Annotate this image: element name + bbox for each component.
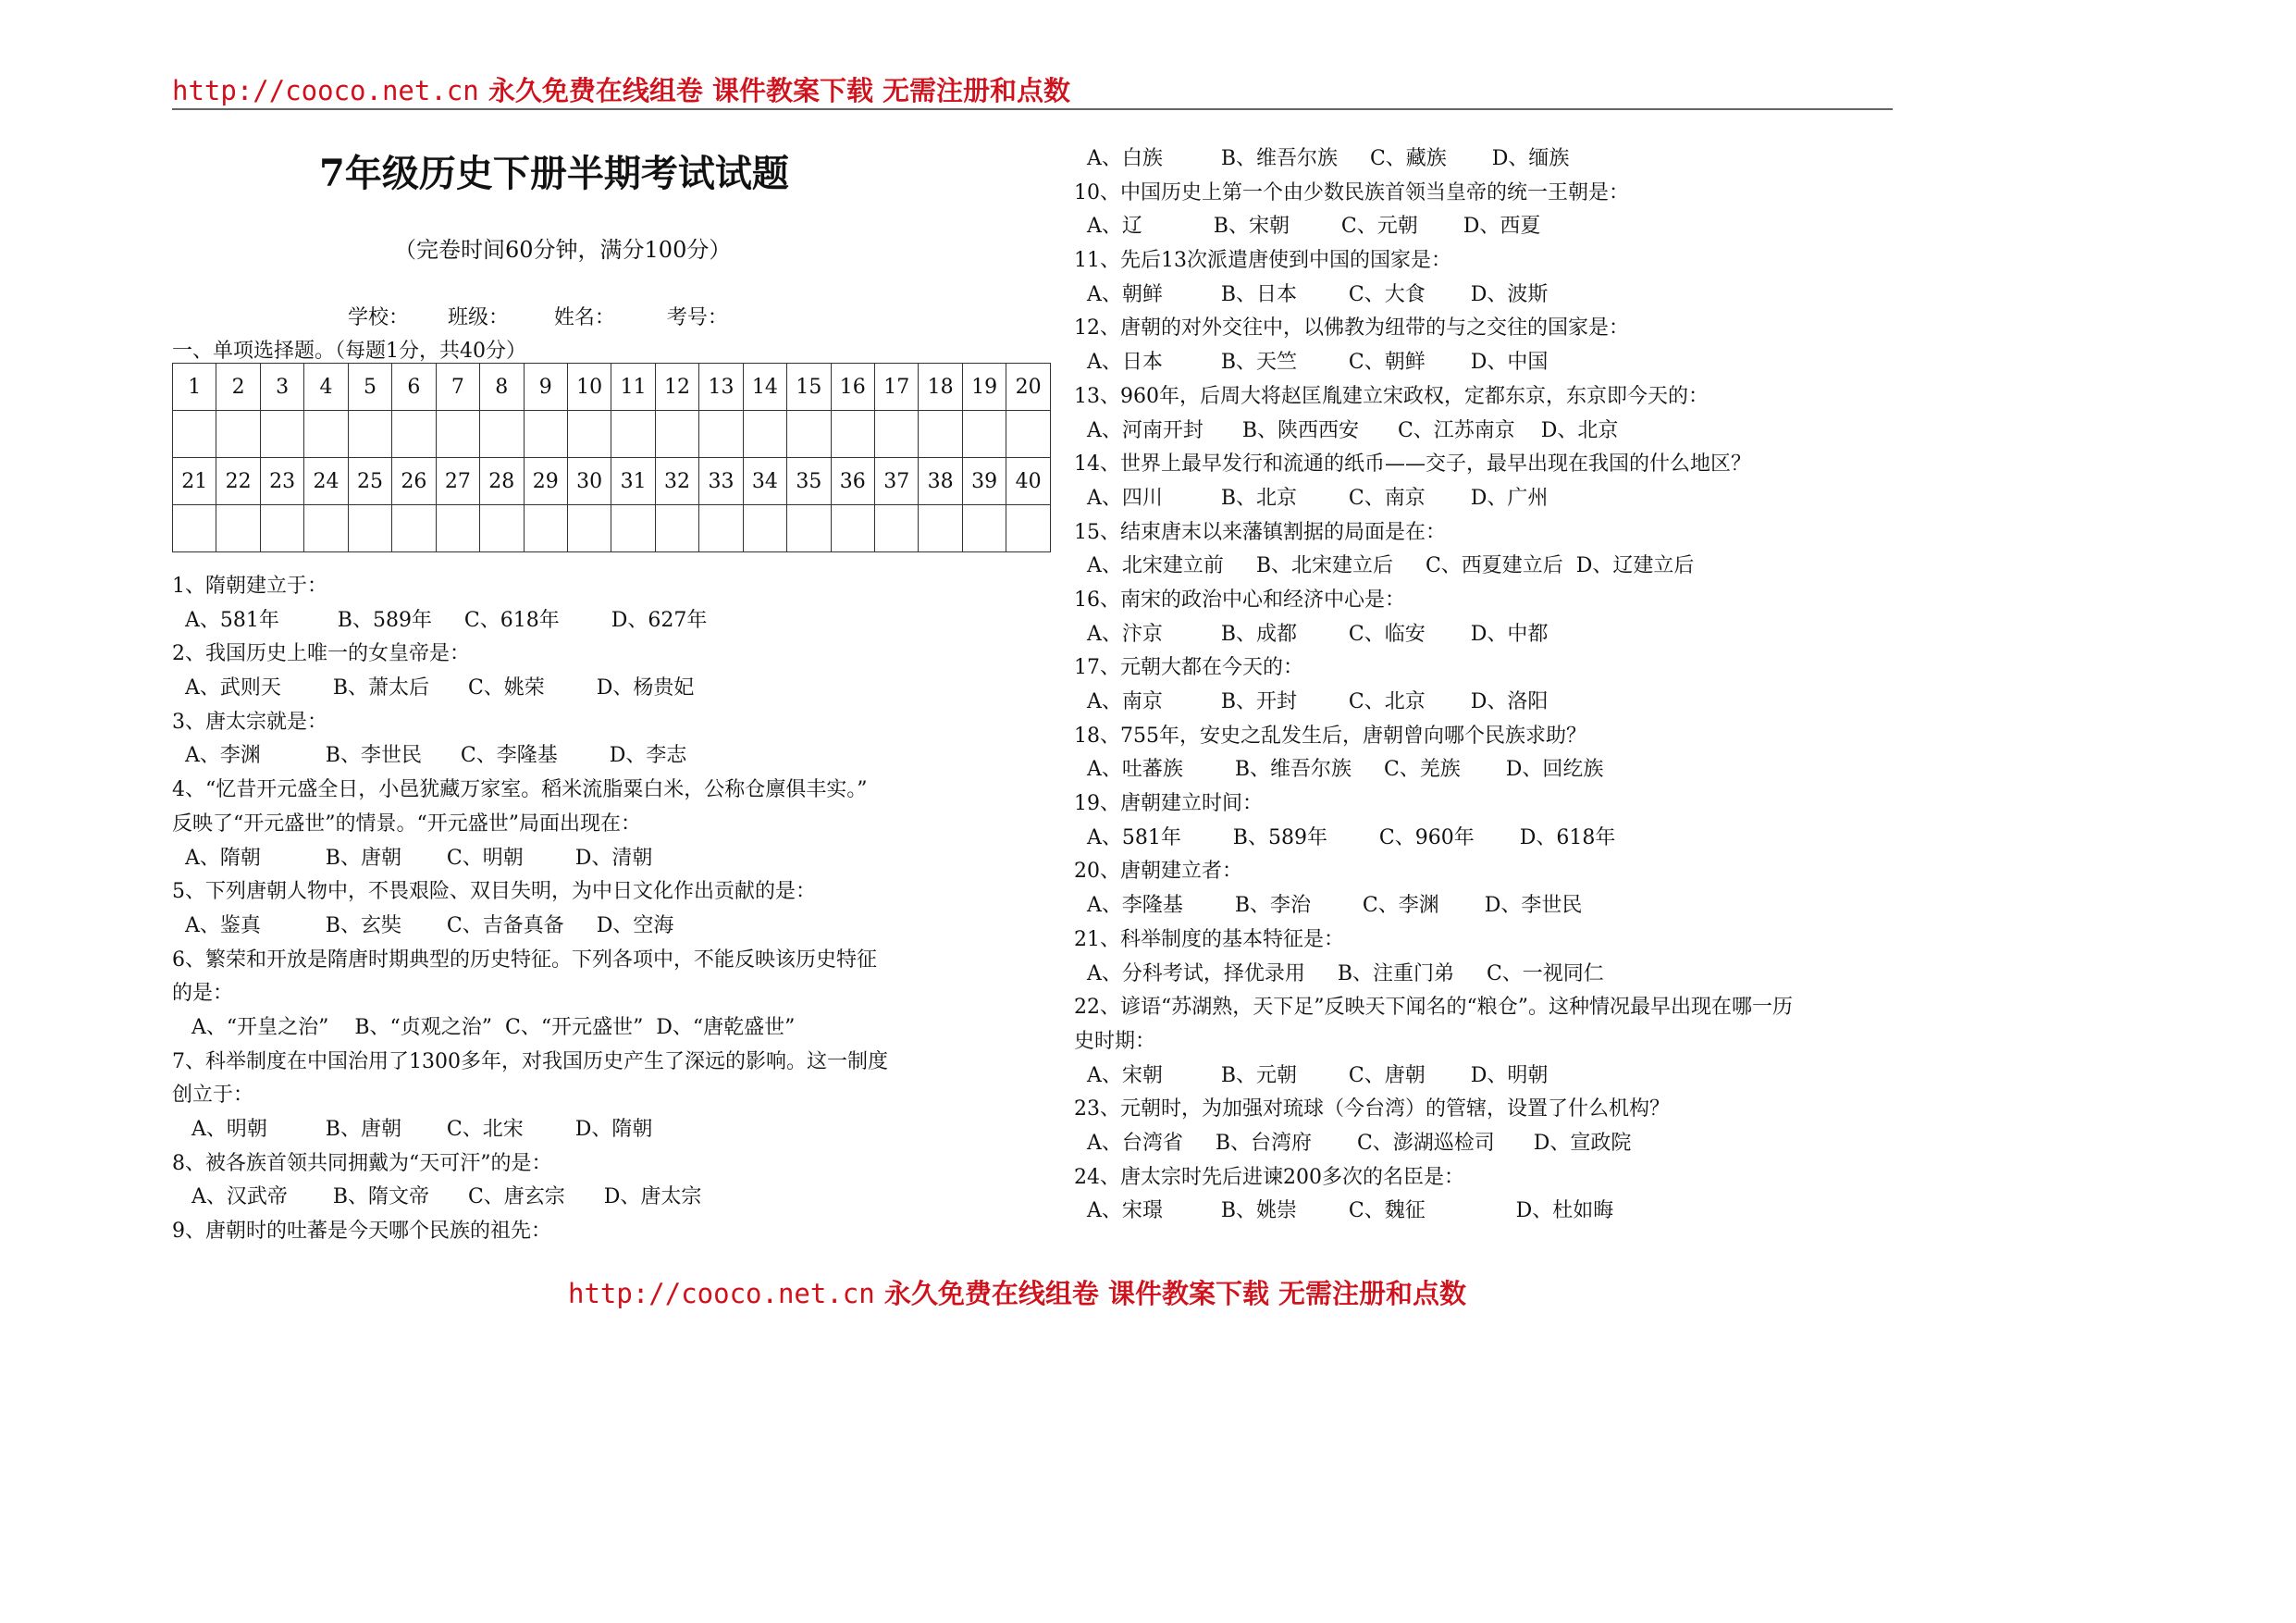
answer-number-cell: 7 [436, 364, 479, 411]
answer-number-cell: 37 [875, 458, 919, 505]
answer-blank-cell[interactable] [831, 411, 874, 458]
answer-blank-cell[interactable] [524, 411, 567, 458]
answer-blank-cell[interactable] [304, 411, 348, 458]
answer-blank-cell[interactable] [480, 505, 524, 552]
question-line: A、宋朝 B、元朝 C、唐朝 D、明朝 [1074, 1063, 1549, 1087]
answer-number-cell: 17 [875, 364, 919, 411]
answer-blank-cell[interactable] [1006, 505, 1051, 552]
answer-blank-cell[interactable] [260, 411, 303, 458]
answer-number-cell: 9 [524, 364, 567, 411]
footer-slogan: 永久免费在线组卷 课件教案下载 无需注册和点数 [883, 1278, 1467, 1309]
answer-blank-cell[interactable] [743, 411, 786, 458]
exam-subtitle: （完卷时间60分钟，满分100分） [394, 237, 732, 263]
answer-blank-cell[interactable] [173, 411, 216, 458]
answer-blank-cell[interactable] [304, 505, 348, 552]
question-line: 22、谚语“苏湖熟，天下足”反映天下闻名的“粮仓”。这种情况最早出现在哪一历 [1074, 996, 1793, 1020]
answer-grid-blank-row-2 [173, 505, 1051, 552]
answer-blank-cell[interactable] [524, 505, 567, 552]
answer-number-cell: 21 [173, 458, 216, 505]
question-line: A、河南开封 B、陕西西安 C、江苏南京 D、北京 [1074, 418, 1619, 442]
answer-blank-cell[interactable] [567, 505, 611, 552]
answer-blank-cell[interactable] [875, 411, 919, 458]
question-line: A、581年 B、589年 C、960年 D、618年 [1074, 825, 1616, 849]
question-line: A、分科考试，择优录用 B、注重门弟 C、一视同仁 [1074, 961, 1604, 985]
answer-blank-cell[interactable] [919, 505, 962, 552]
question-line: A、北宋建立前 B、北宋建立后 C、西夏建立后 D、辽建立后 [1074, 554, 1695, 578]
answer-blank-cell[interactable] [699, 411, 743, 458]
question-line: A、汴京 B、成都 C、临安 D、中都 [1074, 622, 1549, 646]
left-question-column [172, 570, 1005, 1249]
answer-blank-cell[interactable] [348, 505, 391, 552]
question-line: A、隋朝 B、唐朝 C、明朝 D、清朝 [172, 846, 653, 870]
question-line: 21、科举制度的基本特征是： [1074, 927, 1344, 951]
page-title: 7年级历史下册半期考试试题 [319, 152, 789, 195]
answer-blank-cell[interactable] [611, 411, 655, 458]
question-line: A、武则天 B、萧太后 C、姚荣 D、杨贵妃 [172, 676, 695, 700]
student-info-line: 学校： 班级： 姓名： 考号： [348, 306, 728, 329]
answer-number-cell: 32 [655, 458, 698, 505]
header-slogan: 永久免费在线组卷 课件教案下载 无需注册和点数 [488, 75, 1071, 106]
question-line: A、宋璟 B、姚崇 C、魏征 D、杜如晦 [1074, 1199, 1614, 1223]
answer-blank-cell[interactable] [787, 411, 831, 458]
answer-blank-cell[interactable] [611, 505, 655, 552]
answer-number-cell: 14 [743, 364, 786, 411]
header-banner [172, 70, 1070, 108]
answer-number-cell: 25 [348, 458, 391, 505]
question-line: 1、隋朝建立于： [172, 575, 327, 598]
answer-blank-cell[interactable] [567, 411, 611, 458]
answer-number-cell: 40 [1006, 458, 1051, 505]
answer-number-cell: 38 [919, 458, 962, 505]
answer-blank-cell[interactable] [260, 505, 303, 552]
answer-blank-cell[interactable] [436, 411, 479, 458]
question-line: 6、繁荣和开放是隋唐时期典型的历史特征。下列各项中，不能反映该历史特征 [172, 948, 877, 972]
question-line: A、“开皇之治” B、“贞观之治” C、“开元盛世” D、“唐乾盛世” [172, 1015, 796, 1039]
answer-number-cell: 27 [436, 458, 479, 505]
header-divider [172, 108, 1893, 110]
question-line: 8、被各族首领共同拥戴为“天可汗”的是： [172, 1151, 552, 1175]
answer-number-cell: 5 [348, 364, 391, 411]
answer-number-cell: 39 [962, 458, 1006, 505]
question-line: A、朝鲜 B、日本 C、大食 D、波斯 [1074, 282, 1549, 306]
answer-grid [172, 363, 1051, 552]
answer-blank-cell[interactable] [216, 505, 260, 552]
answer-number-cell: 30 [567, 458, 611, 505]
answer-blank-cell[interactable] [831, 505, 874, 552]
answer-blank-cell[interactable] [392, 505, 436, 552]
question-line: A、明朝 B、唐朝 C、北宋 D、隋朝 [172, 1118, 653, 1141]
answer-number-cell: 13 [699, 364, 743, 411]
answer-grid-blank-row-1 [173, 411, 1051, 458]
answer-blank-cell[interactable] [173, 505, 216, 552]
question-line: 14、世界上最早发行和流通的纸币——交子，最早出现在我国的什么地区？ [1074, 452, 1751, 477]
answer-number-cell: 33 [699, 458, 743, 505]
question-line: 23、元朝时，为加强对琉球（今台湾）的管辖，设置了什么机构？ [1074, 1097, 1670, 1121]
question-line: A、汉武帝 B、隋文帝 C、唐玄宗 D、唐太宗 [172, 1185, 702, 1209]
answer-number-cell: 26 [392, 458, 436, 505]
question-line: A、李隆基 B、李治 C、李渊 D、李世民 [1074, 894, 1583, 918]
answer-number-cell: 29 [524, 458, 567, 505]
answer-number-cell: 10 [567, 364, 611, 411]
question-line: 17、元朝大都在今天的： [1074, 656, 1303, 680]
question-line: A、李渊 B、李世民 C、李隆基 D、李志 [172, 744, 687, 768]
answer-number-cell: 23 [260, 458, 303, 505]
question-line: A、鉴真 B、玄奘 C、吉备真备 D、空海 [172, 913, 674, 937]
question-line: 20、唐朝建立者： [1074, 860, 1242, 884]
question-line: 9、唐朝时的吐蕃是今天哪个民族的祖先： [172, 1220, 551, 1244]
answer-blank-cell[interactable] [655, 411, 698, 458]
question-line: 2、我国历史上唯一的女皇帝是： [172, 642, 470, 666]
question-line: A、台湾省 B、台湾府 C、澎湖巡检司 D、宣政院 [1074, 1131, 1632, 1155]
answer-number-cell: 11 [611, 364, 655, 411]
footer-banner [568, 1273, 1466, 1311]
answer-blank-cell[interactable] [348, 411, 391, 458]
answer-number-cell: 8 [480, 364, 524, 411]
question-line: 11、先后13次派遣唐使到中国的国家是： [1074, 249, 1451, 273]
answer-number-cell: 12 [655, 364, 698, 411]
header-url-link[interactable]: http://cooco.net.cn [172, 75, 479, 106]
answer-number-cell: 31 [611, 458, 655, 505]
question-line: A、581年 B、589年 C、618年 D、627年 [172, 608, 708, 632]
answer-blank-cell[interactable] [1006, 411, 1051, 458]
answer-blank-cell[interactable] [480, 411, 524, 458]
question-line: 16、南宋的政治中心和经济中心是： [1074, 588, 1405, 612]
answer-blank-cell[interactable] [436, 505, 479, 552]
question-line: A、白族 B、维吾尔族 C、藏族 D、缅族 [1074, 147, 1570, 170]
answer-blank-cell[interactable] [699, 505, 743, 552]
answer-blank-cell[interactable] [962, 411, 1006, 458]
answer-blank-cell[interactable] [392, 411, 436, 458]
answer-number-cell: 35 [787, 458, 831, 505]
answer-blank-cell[interactable] [655, 505, 698, 552]
answer-blank-cell[interactable] [962, 505, 1006, 552]
right-question-column [1074, 142, 1907, 1229]
question-line: A、辽 B、宋朝 C、元朝 D、西夏 [1074, 215, 1541, 239]
answer-number-cell: 22 [216, 458, 260, 505]
question-line: 19、唐朝建立时间： [1074, 792, 1263, 816]
question-line: 24、唐太宗时先后进谏200多次的名臣是： [1074, 1165, 1464, 1189]
question-line: A、四川 B、北京 C、南京 D、广州 [1074, 486, 1549, 510]
answer-number-cell: 3 [260, 364, 303, 411]
answer-number-cell: 36 [831, 458, 874, 505]
question-line: 10、中国历史上第一个由少数民族首领当皇帝的统一王朝是： [1074, 180, 1629, 204]
question-line: 12、唐朝的对外交往中，以佛教为纽带的与之交往的国家是： [1074, 316, 1629, 341]
answer-grid-number-row-2 [173, 458, 1051, 505]
answer-blank-cell[interactable] [216, 411, 260, 458]
answer-number-cell: 16 [831, 364, 874, 411]
question-line: 13、960年，后周大将赵匡胤建立宋政权，定都东京，东京即今天的： [1074, 384, 1709, 408]
answer-number-cell: 20 [1006, 364, 1051, 411]
answer-number-cell: 6 [392, 364, 436, 411]
question-line: 3、唐太宗就是： [172, 710, 327, 734]
answer-number-cell: 15 [787, 364, 831, 411]
footer-url-link[interactable]: http://cooco.net.cn [568, 1278, 875, 1309]
answer-blank-cell[interactable] [919, 411, 962, 458]
answer-number-cell: 4 [304, 364, 348, 411]
section-heading: 一、单项选择题。（每题1分，共40分） [172, 340, 526, 363]
question-line: 史时期： [1074, 1029, 1156, 1053]
answer-number-cell: 28 [480, 458, 524, 505]
question-line: 7、科举制度在中国治用了1300多年，对我国历史产生了深远的影响。这一制度 [172, 1049, 888, 1073]
question-line: 4、“忆昔开元盛全日，小邑犹藏万家室。稻米流脂粟白米，公称仓廪俱丰实。” [172, 778, 868, 802]
answer-number-cell: 18 [919, 364, 962, 411]
answer-blank-cell[interactable] [875, 505, 919, 552]
answer-number-cell: 24 [304, 458, 348, 505]
question-line: 创立于： [172, 1084, 254, 1108]
answer-blank-cell[interactable] [743, 505, 786, 552]
question-line: A、南京 B、开封 C、北京 D、洛阳 [1074, 690, 1549, 713]
answer-grid-number-row-1 [173, 364, 1051, 411]
answer-blank-cell[interactable] [787, 505, 831, 552]
answer-number-cell: 19 [962, 364, 1006, 411]
question-line: 反映了“开元盛世”的情景。“开元盛世”局面出现在： [172, 812, 641, 836]
answer-number-cell: 2 [216, 364, 260, 411]
question-line: 18、755年，安史之乱发生后，唐朝曾向哪个民族求助？ [1074, 724, 1586, 748]
answer-number-cell: 34 [743, 458, 786, 505]
question-line: 15、结束唐末以来藩镇割据的局面是在： [1074, 520, 1446, 544]
answer-number-cell: 1 [173, 364, 216, 411]
question-line: A、吐蕃族 B、维吾尔族 C、羌族 D、回纥族 [1074, 758, 1604, 782]
question-line: 5、下列唐朝人物中，不畏艰险、双目失明，为中日文化作出贡献的是： [172, 880, 816, 904]
question-line: 的是： [172, 982, 234, 1006]
question-line: A、日本 B、天竺 C、朝鲜 D、中国 [1074, 351, 1549, 375]
